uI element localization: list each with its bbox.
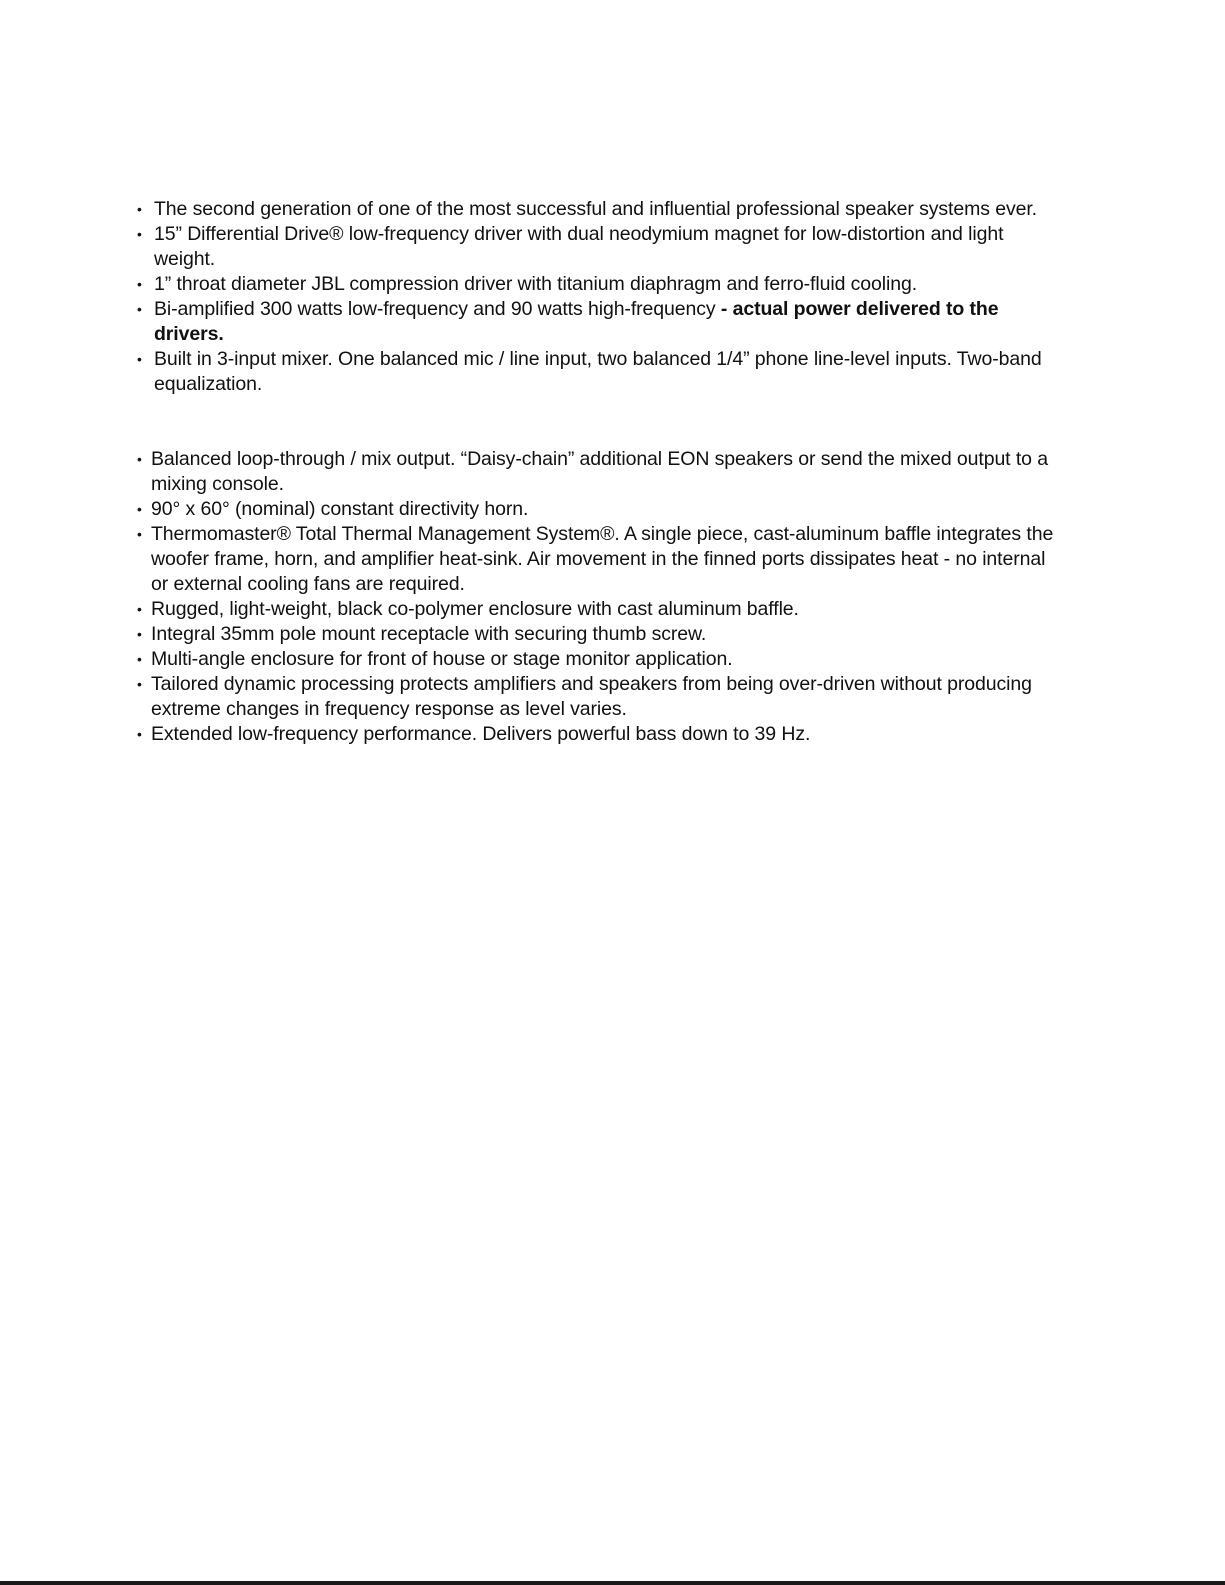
feature-text: 1” throat diameter JBL compression driver with titanium diaphragm and ferro-fluid cooling. — [154, 273, 918, 295]
feature-text: Balanced loop-through / mix output. “Daisy-chain” additional EON speakers or send the mixed output to a mixing console. — [151, 448, 1048, 495]
bullet-icon: • — [137, 301, 142, 317]
bullet-icon: • — [137, 726, 142, 742]
feature-text: Built in 3-input mixer. One balanced mic / line input, two balanced 1/4” phone line-level inputs. Two-band equalization. — [154, 348, 1042, 395]
feature-text: Tailored dynamic processing protects amplifiers and speakers from being over-driven without producing extreme changes in frequency response as level varies. — [151, 673, 1032, 720]
bullet-icon: • — [137, 676, 142, 692]
feature-text: Thermomaster® Total Thermal Management System®. A single piece, cast-aluminum baffle integrates the woofer frame, horn, and amplifier heat-sink. Air movement in the finned ports dissipates heat - no internal or external cooling fans are required. — [151, 523, 1054, 595]
list-item — [137, 347, 1067, 397]
bullet-icon: • — [137, 201, 142, 217]
bullet-icon: • — [137, 526, 142, 542]
list-item — [137, 522, 1067, 597]
feature-text: Integral 35mm pole mount receptacle with securing thumb screw. — [151, 623, 707, 645]
bullet-icon: • — [137, 626, 142, 642]
bullet-icon: • — [137, 351, 142, 367]
feature-text: Multi-angle enclosure for front of house or stage monitor application. — [151, 648, 733, 670]
list-item — [137, 672, 1067, 722]
list-item — [137, 197, 1067, 222]
feature-text: The second generation of one of the most successful and influential professional speaker systems ever. — [154, 198, 1037, 220]
feature-list-primary — [137, 197, 1067, 397]
bullet-icon: • — [137, 276, 142, 292]
bottom-border — [0, 1581, 1225, 1585]
feature-list-secondary — [137, 447, 1067, 747]
feature-text: Bi-amplified 300 watts low-frequency and 90 watts high-frequency — [154, 298, 721, 320]
bullet-icon: • — [137, 501, 142, 517]
list-item — [137, 722, 1067, 747]
list-item — [137, 622, 1067, 647]
list-item — [137, 447, 1067, 497]
bullet-icon: • — [137, 226, 142, 242]
feature-text: Rugged, light-weight, black co-polymer enclosure with cast aluminum baffle. — [151, 598, 799, 620]
list-item — [137, 222, 1067, 272]
feature-text: Extended low-frequency performance. Delivers powerful bass down to 39 Hz. — [151, 723, 811, 745]
bullet-icon: • — [137, 601, 142, 617]
feature-text: 90° x 60° (nominal) constant directivity horn. — [151, 498, 529, 520]
feature-emphasis: - actual power delivered to the drivers. — [154, 298, 999, 345]
list-item — [137, 497, 1067, 522]
bullet-icon: • — [137, 651, 142, 667]
list-item — [137, 272, 1067, 297]
feature-text: 15” Differential Drive® low-frequency driver with dual neodymium magnet for low-distortion and light weight. — [154, 223, 1004, 270]
bullet-icon: • — [137, 451, 142, 467]
list-item — [137, 597, 1067, 622]
list-item — [137, 297, 1067, 347]
list-item — [137, 647, 1067, 672]
